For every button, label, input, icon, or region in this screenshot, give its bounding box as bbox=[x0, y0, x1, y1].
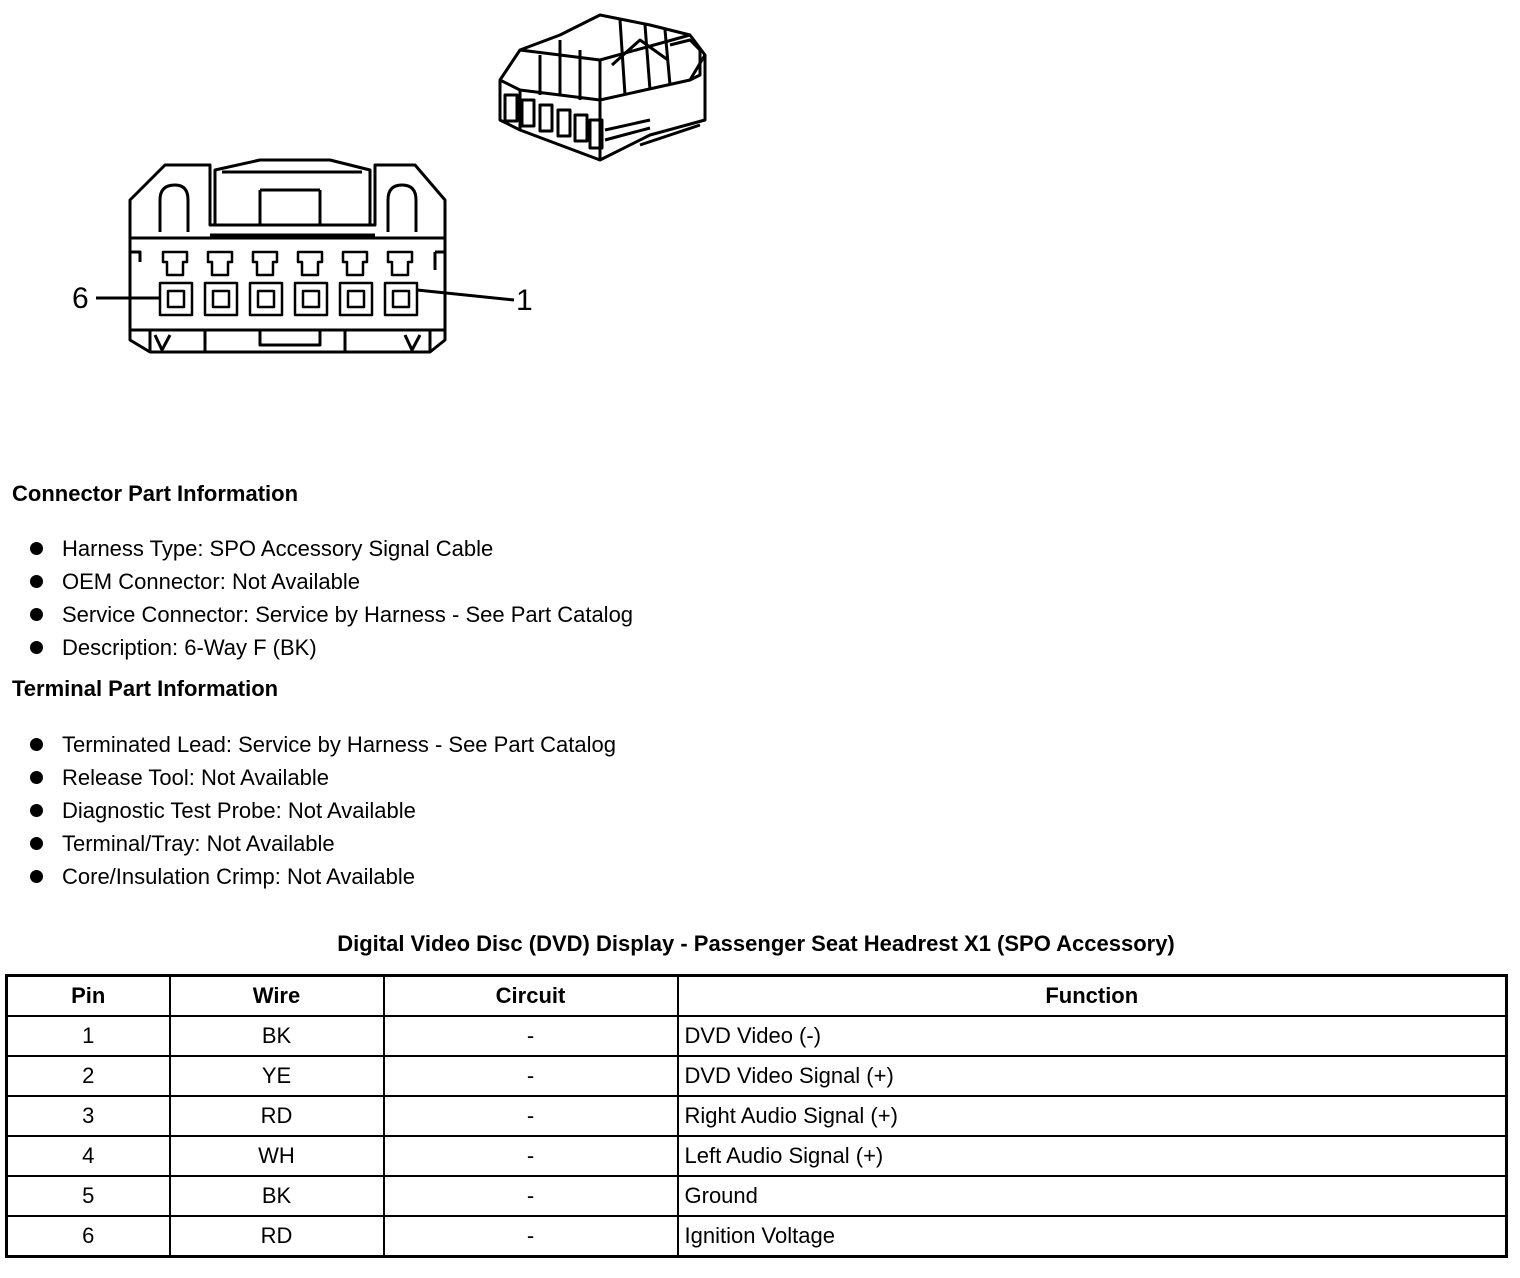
header-pin: Pin bbox=[7, 976, 170, 1017]
pin-table bbox=[5, 974, 1508, 1258]
connector-isometric-view bbox=[500, 15, 705, 160]
table-row bbox=[7, 1176, 1507, 1216]
list-item: Diagnostic Test Probe: Not Available bbox=[28, 794, 616, 827]
cell-function: Right Audio Signal (+) bbox=[678, 1096, 1507, 1136]
cell-circuit: - bbox=[384, 1216, 678, 1257]
cell-wire: RD bbox=[170, 1216, 384, 1257]
cell-function: DVD Video Signal (+) bbox=[678, 1056, 1507, 1096]
cell-pin: 5 bbox=[7, 1176, 170, 1216]
table-header-row bbox=[7, 976, 1507, 1017]
table-row bbox=[7, 1016, 1507, 1056]
table-row bbox=[7, 1056, 1507, 1096]
pin-1-callout: 1 bbox=[516, 284, 533, 317]
cell-pin: 2 bbox=[7, 1056, 170, 1096]
list-item: Release Tool: Not Available bbox=[28, 761, 616, 794]
header-function: Function bbox=[678, 976, 1507, 1017]
cell-circuit: - bbox=[384, 1016, 678, 1056]
connector-diagram bbox=[0, 0, 760, 380]
table-row bbox=[7, 1096, 1507, 1136]
list-item: Core/Insulation Crimp: Not Available bbox=[28, 860, 616, 893]
list-item: Terminal/Tray: Not Available bbox=[28, 827, 616, 860]
connector-part-info-heading: Connector Part Information bbox=[12, 481, 299, 506]
cell-circuit: - bbox=[384, 1136, 678, 1176]
cell-wire: RD bbox=[170, 1096, 384, 1136]
cell-pin: 4 bbox=[7, 1136, 170, 1176]
cell-pin: 6 bbox=[7, 1216, 170, 1257]
cell-function: Ignition Voltage bbox=[678, 1216, 1507, 1257]
cell-wire: BK bbox=[170, 1016, 384, 1056]
list-item: OEM Connector: Not Available bbox=[28, 565, 633, 598]
list-item: Harness Type: SPO Accessory Signal Cable bbox=[28, 532, 633, 565]
cell-wire: WH bbox=[170, 1136, 384, 1176]
terminal-part-info-heading: Terminal Part Information bbox=[12, 676, 279, 701]
cell-function: Left Audio Signal (+) bbox=[678, 1136, 1507, 1176]
connector-drawing bbox=[0, 0, 760, 380]
table-row bbox=[7, 1216, 1507, 1257]
cell-wire: BK bbox=[170, 1176, 384, 1216]
connector-front-view bbox=[130, 160, 445, 352]
pin-table-title: Digital Video Disc (DVD) Display - Passenger Seat Headrest X1 (SPO Accessory) bbox=[337, 931, 1175, 956]
cell-circuit: - bbox=[384, 1056, 678, 1096]
connector-part-info-list bbox=[28, 532, 633, 664]
header-circuit: Circuit bbox=[384, 976, 678, 1017]
cell-circuit: - bbox=[384, 1096, 678, 1136]
pin-6-callout: 6 bbox=[72, 282, 89, 315]
table-row bbox=[7, 1136, 1507, 1176]
terminal-cavities bbox=[160, 252, 417, 315]
cell-pin: 1 bbox=[7, 1016, 170, 1056]
list-item: Terminated Lead: Service by Harness - See Part Catalog bbox=[28, 728, 616, 761]
list-item: Service Connector: Service by Harness - See Part Catalog bbox=[28, 598, 633, 631]
cell-function: Ground bbox=[678, 1176, 1507, 1216]
terminal-part-info-list bbox=[28, 728, 616, 893]
pin-1-leader-line bbox=[417, 290, 514, 300]
cell-circuit: - bbox=[384, 1176, 678, 1216]
cell-wire: YE bbox=[170, 1056, 384, 1096]
header-wire: Wire bbox=[170, 976, 384, 1017]
list-item: Description: 6-Way F (BK) bbox=[28, 631, 633, 664]
cell-function: DVD Video (-) bbox=[678, 1016, 1507, 1056]
cell-pin: 3 bbox=[7, 1096, 170, 1136]
